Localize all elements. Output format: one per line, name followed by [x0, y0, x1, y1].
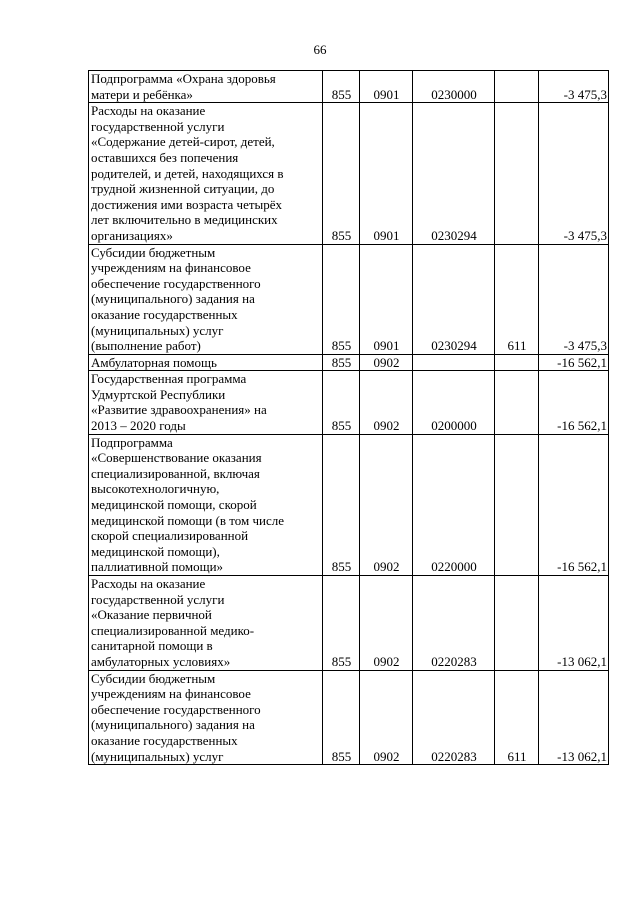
amount: -13 062,1	[539, 576, 609, 671]
section-code: 0902	[360, 576, 413, 671]
amount: -16 562,1	[539, 434, 609, 575]
section-code: 0901	[360, 103, 413, 244]
section-code: 0902	[360, 371, 413, 434]
table-row	[89, 244, 609, 354]
row-name: Субсидии бюджетным учреждениям на финансовое обеспечение государственного (муниципального) задания на оказание государственных (муниципальных) услуг (выполнение работ)	[89, 244, 323, 354]
ministry-code: 855	[323, 71, 360, 103]
target-code: 0220283	[413, 670, 495, 765]
section-code: 0902	[360, 354, 413, 371]
page-number: 66	[313, 42, 327, 57]
table-row	[89, 434, 609, 575]
table-row	[89, 371, 609, 434]
section-code: 0901	[360, 244, 413, 354]
amount: -3 475,3	[539, 71, 609, 103]
target-code: 0230294	[413, 244, 495, 354]
row-name: Расходы на оказание государственной услуги «Содержание детей-сирот, детей, оставшихся без попечения родителей, и детей, находящихся в трудной жизненной ситуации, до достижения ими возраста четырёх лет включительно в медицинских организациях»	[89, 103, 323, 244]
section-code: 0901	[360, 71, 413, 103]
amount: -3 475,3	[539, 103, 609, 244]
section-code: 0902	[360, 434, 413, 575]
table-row	[89, 576, 609, 671]
expense-type-code	[495, 354, 539, 371]
expense-type-code: 611	[495, 670, 539, 765]
ministry-code: 855	[323, 354, 360, 371]
ministry-code: 855	[323, 434, 360, 575]
amount: -13 062,1	[539, 670, 609, 765]
target-code: 0220283	[413, 576, 495, 671]
amount: -16 562,1	[539, 354, 609, 371]
amount: -16 562,1	[539, 371, 609, 434]
table-row	[89, 670, 609, 765]
row-name: Субсидии бюджетным учреждениям на финансовое обеспечение государственного (муниципального) задания на оказание государственных (муниципальных) услуг	[89, 670, 323, 765]
table-row	[89, 71, 609, 103]
amount: -3 475,3	[539, 244, 609, 354]
expense-type-code	[495, 434, 539, 575]
ministry-code: 855	[323, 244, 360, 354]
ministry-code: 855	[323, 103, 360, 244]
table-row	[89, 103, 609, 244]
row-name: Расходы на оказание государственной услуги «Оказание первичной специализированной медико- санитарной помощи в амбулаторных условиях»	[89, 576, 323, 671]
table-row	[89, 354, 609, 371]
target-code: 0230000	[413, 71, 495, 103]
row-name: Подпрограмма «Охрана здоровья матери и ребёнка»	[89, 71, 323, 103]
section-code: 0902	[360, 670, 413, 765]
expense-type-code	[495, 371, 539, 434]
ministry-code: 855	[323, 670, 360, 765]
expense-type-code: 611	[495, 244, 539, 354]
ministry-code: 855	[323, 371, 360, 434]
budget-table	[88, 70, 609, 765]
ministry-code: 855	[323, 576, 360, 671]
row-name: Подпрограмма «Совершенствование оказания специализированной, включая высокотехнологичную, медицинской помощи, скорой медицинской помощи (в том числе скорой специализированной медицинской помощи), паллиативной помощи»	[89, 434, 323, 575]
row-name: Амбулаторная помощь	[89, 354, 323, 371]
row-name: Государственная программа Удмуртской Республики «Развитие здравоохранения» на 2013 – 2020 годы	[89, 371, 323, 434]
target-code: 0230294	[413, 103, 495, 244]
target-code: 0220000	[413, 434, 495, 575]
expense-type-code	[495, 103, 539, 244]
expense-type-code	[495, 71, 539, 103]
target-code: 0200000	[413, 371, 495, 434]
target-code	[413, 354, 495, 371]
expense-type-code	[495, 576, 539, 671]
